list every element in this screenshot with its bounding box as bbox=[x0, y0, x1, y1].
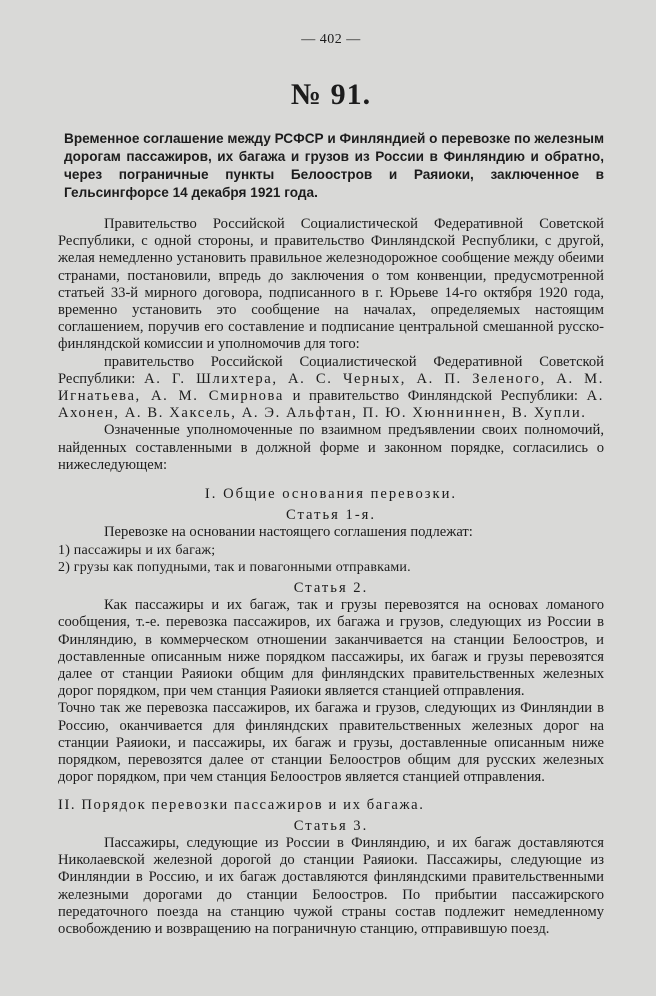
section-heading-1: I. Общие основания перевозки. bbox=[204, 486, 458, 503]
page-number: — 402 — bbox=[301, 32, 361, 47]
article-1-item-2: 2) грузы как попудными, так и повагонными отправками. bbox=[58, 559, 411, 575]
document-title-text: Временное соглашение между РСФСР и Финляндией о перевозке по железным дорогам пассажиров, их багажа и грузов из России в Финляндию и обратно, через пограничные пункты Белоостров и Раяиоки, заключенное в Гельсингфорсе 14 декабря 1921 года. bbox=[64, 131, 605, 200]
credentials-paragraph: Означенные уполномоченные по взаимном предъявлении своих полномочий, найденных составленными в должной форме и законном порядке, согласились о нижеследующем: bbox=[58, 422, 604, 473]
preamble-paragraph: Правительство Российской Социалистической Федеративной Советской Республики, с одной стороны, и правительство Финляндской Республики, с другой, желая немедленно установить правильное железнодорожное сообщение между обеими странами, постановили, впредь до заключения о том конвенции, предусмотренной статьей 33-й мирного договора, подписанного в г. Юрьеве 14-го октября 1920 года, временно установить это сообщение на началах, определяемых настоящим соглашением, поручив его составление и подписание центральной смешанной русско-финляндской комиссии и уполномочив для того: bbox=[58, 216, 604, 353]
article-2-heading: Статья 2. bbox=[293, 580, 369, 597]
article-3-heading: Статья 3. bbox=[293, 817, 369, 834]
delegates-rsfsr: А. Г. Шлихтера, А. С. Черных, А. П. Зеленого, А. М. Игнатьева, А. М. Смирнова bbox=[58, 370, 604, 405]
article-1-intro: Перевозке на основании настоящего соглашения подлежат: bbox=[104, 524, 473, 541]
document-title bbox=[64, 130, 604, 202]
delegates-join: и правительство Финляндской Республики: bbox=[292, 388, 578, 405]
article-1-heading: Статья 1-я. bbox=[285, 507, 377, 524]
article-2-paragraph-1: Как пассажиры и их багаж, так и грузы перевозятся на основах ломаного сообщения, т.-е. перевозка пассажиров, их багажа и грузов, следующих из России в Финляндию, в коммерческом отношении заканчивается на станции Белоостров, и доставленные описанным ниже порядком пассажиры, их багаж и грузы перевозятся далее от станции Раяиоки общим для финляндских правительственных железных дорог порядком, при чем станция Раяиоки является станцией отправления. bbox=[58, 597, 604, 700]
delegates-intro: правительство Российской Социалистической Федеративной Советской Республики: bbox=[58, 353, 604, 387]
article-3-paragraph-1: Пассажиры, следующие из России в Финляндию, и их багаж доставляются Николаевской железной дорогой до станции Раяиоки. Пассажиры, следующие из Финляндии в Россию, и их багаж доставляются финляндскими правительственными железными дорогами до станции Белоостров. По прибытии пассажирского передаточного поезда на станцию чужой страны состав подлежит немедленному освобождению и возвращению на пограничную станцию, отправившую поезд. bbox=[58, 834, 604, 937]
delegates-finland: А. Ахонен, А. В. Хаксель, А. Э. Альфтан, П. Ю. Хюнниннен, В. Хупли. bbox=[58, 388, 604, 422]
document-number: № 91. bbox=[290, 78, 372, 111]
section-heading-2: II. Порядок перевозки пассажиров и их багажа. bbox=[58, 796, 425, 813]
delegates-paragraph bbox=[58, 354, 604, 423]
article-1-item-1: 1) пассажиры и их багаж; bbox=[58, 542, 216, 558]
article-2-paragraph-2: Точно так же перевозка пассажиров, их багажа и грузов, следующих из Финляндии в Россию, оканчивается для финляндских правительственных железных дорог на станции Раяиоки, и пассажиры, их багаж и грузы, доставленные описанным ниже порядком, перевозятся далее от станции Белоостров общим для русских железных дорог порядком, при чем станция Белоостров является станцией отправления. bbox=[58, 700, 604, 786]
document-body bbox=[58, 216, 604, 938]
